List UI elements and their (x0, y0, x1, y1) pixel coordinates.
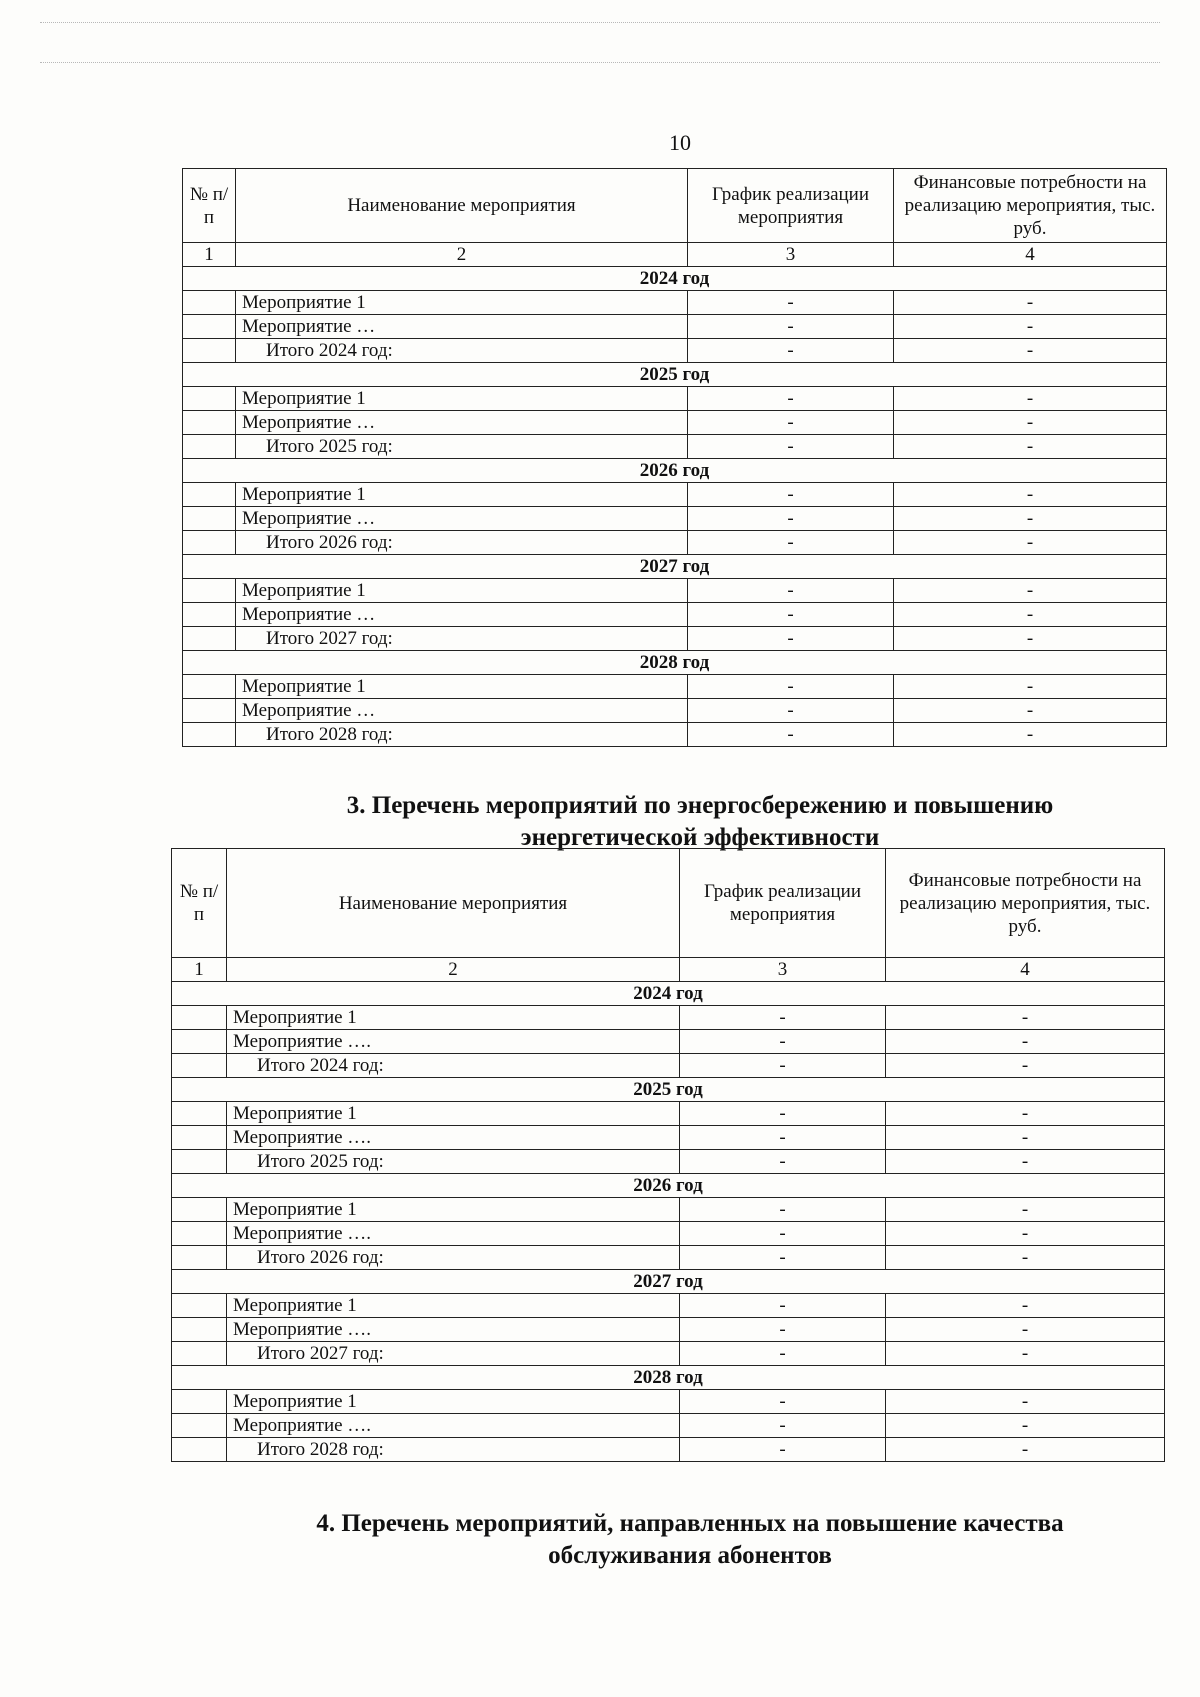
row-number-cell (183, 411, 236, 435)
column-header-num: № п/п (172, 849, 227, 958)
year-row (172, 1366, 1165, 1390)
scan-artifact-line (40, 62, 1160, 64)
measure-name-cell: Мероприятие … (236, 603, 688, 627)
row-number-cell (183, 579, 236, 603)
finance-cell: - (894, 411, 1167, 435)
measure-name-cell: Итого 2028 год: (236, 723, 688, 747)
measure-name-cell: Мероприятие 1 (227, 1198, 680, 1222)
measure-name-cell: Мероприятие 1 (227, 1006, 680, 1030)
total-row (172, 1054, 1165, 1078)
measure-name-cell: Мероприятие … (236, 699, 688, 723)
measure-name-cell: Итого 2025 год: (236, 435, 688, 459)
table-header-row (183, 169, 1167, 243)
row-number-cell (172, 1438, 227, 1462)
table-row (183, 291, 1167, 315)
finance-cell: - (886, 1030, 1165, 1054)
schedule-cell: - (688, 531, 894, 555)
schedule-cell: - (688, 603, 894, 627)
year-heading: 2025 год (172, 1078, 1165, 1102)
schedule-cell: - (680, 1150, 886, 1174)
row-number-cell (183, 627, 236, 651)
finance-cell: - (894, 315, 1167, 339)
section-3-heading (280, 790, 1120, 854)
column-header-schedule: График реализации мероприятия (688, 169, 894, 243)
total-row (172, 1438, 1165, 1462)
section-3-heading-line: энергетической эффективности (520, 824, 880, 851)
finance-cell: - (886, 1246, 1165, 1270)
finance-cell: - (886, 1438, 1165, 1462)
measure-name-cell: Итого 2026 год: (227, 1246, 680, 1270)
schedule-cell: - (680, 1126, 886, 1150)
year-row (172, 1270, 1165, 1294)
finance-cell: - (894, 723, 1167, 747)
schedule-cell: - (680, 1438, 886, 1462)
measure-name-cell: Мероприятие …. (227, 1222, 680, 1246)
section-4-heading-line: обслуживания абонентов (548, 1542, 832, 1569)
row-number-cell (172, 1222, 227, 1246)
column-number: 4 (886, 958, 1165, 982)
measure-name-cell: Мероприятие … (236, 507, 688, 531)
measure-name-cell: Мероприятие 1 (236, 579, 688, 603)
table-row (172, 1030, 1165, 1054)
measures-table-2 (171, 848, 1165, 1462)
table-row (183, 579, 1167, 603)
table-row (172, 1102, 1165, 1126)
row-number-cell (183, 387, 236, 411)
column-number: 2 (236, 243, 688, 267)
measure-name-cell: Итого 2027 год: (236, 627, 688, 651)
row-number-cell (172, 1198, 227, 1222)
year-heading: 2026 год (183, 459, 1167, 483)
year-heading: 2024 год (172, 982, 1165, 1006)
year-row (183, 651, 1167, 675)
column-number-row (172, 958, 1165, 982)
finance-cell: - (894, 435, 1167, 459)
finance-cell: - (894, 627, 1167, 651)
table-row (183, 603, 1167, 627)
finance-cell: - (886, 1150, 1165, 1174)
finance-cell: - (886, 1390, 1165, 1414)
finance-cell: - (886, 1294, 1165, 1318)
year-heading: 2025 год (183, 363, 1167, 387)
schedule-cell: - (680, 1102, 886, 1126)
table-row (172, 1414, 1165, 1438)
schedule-cell: - (680, 1390, 886, 1414)
finance-cell: - (894, 291, 1167, 315)
column-number-row (183, 243, 1167, 267)
finance-cell: - (894, 603, 1167, 627)
page-number: 10 (669, 130, 691, 155)
year-heading: 2027 год (183, 555, 1167, 579)
table-row (183, 507, 1167, 531)
schedule-cell: - (680, 1342, 886, 1366)
finance-cell: - (886, 1222, 1165, 1246)
year-row (172, 982, 1165, 1006)
schedule-cell: - (688, 339, 894, 363)
finance-cell: - (894, 507, 1167, 531)
scan-artifact-line (40, 22, 1160, 24)
year-heading: 2028 год (172, 1366, 1165, 1390)
total-row (183, 627, 1167, 651)
table-header-row (172, 849, 1165, 958)
schedule-cell: - (688, 483, 894, 507)
measure-name-cell: Итого 2026 год: (236, 531, 688, 555)
schedule-cell: - (680, 1222, 886, 1246)
total-row (183, 339, 1167, 363)
measure-name-cell: Мероприятие 1 (227, 1294, 680, 1318)
measure-name-cell: Мероприятие …. (227, 1030, 680, 1054)
row-number-cell (172, 1006, 227, 1030)
row-number-cell (172, 1150, 227, 1174)
total-row (172, 1246, 1165, 1270)
finance-cell: - (894, 699, 1167, 723)
table-row (183, 483, 1167, 507)
finance-cell: - (886, 1318, 1165, 1342)
measure-name-cell: Мероприятие …. (227, 1414, 680, 1438)
finance-cell: - (886, 1006, 1165, 1030)
row-number-cell (183, 291, 236, 315)
row-number-cell (172, 1246, 227, 1270)
measure-name-cell: Мероприятие 1 (236, 675, 688, 699)
year-heading: 2028 год (183, 651, 1167, 675)
schedule-cell: - (688, 435, 894, 459)
section-3-heading-line: 3. Перечень мероприятий по энергосбережению и повышению (346, 792, 1054, 819)
table-row (172, 1126, 1165, 1150)
row-number-cell (183, 699, 236, 723)
schedule-cell: - (680, 1006, 886, 1030)
row-number-cell (183, 531, 236, 555)
column-header-name: Наименование мероприятия (227, 849, 680, 958)
year-row (183, 555, 1167, 579)
column-number: 4 (894, 243, 1167, 267)
table-row (183, 675, 1167, 699)
measures-table-1 (182, 168, 1167, 747)
column-number: 3 (688, 243, 894, 267)
measure-name-cell: Итого 2027 год: (227, 1342, 680, 1366)
row-number-cell (183, 603, 236, 627)
row-number-cell (172, 1126, 227, 1150)
year-row (183, 459, 1167, 483)
measure-name-cell: Мероприятие 1 (236, 483, 688, 507)
table-row (183, 411, 1167, 435)
column-number: 3 (680, 958, 886, 982)
row-number-cell (172, 1318, 227, 1342)
schedule-cell: - (688, 627, 894, 651)
column-number: 1 (172, 958, 227, 982)
section-4-heading (260, 1508, 1120, 1572)
measure-name-cell: Итого 2024 год: (227, 1054, 680, 1078)
total-row (172, 1150, 1165, 1174)
year-row (183, 267, 1167, 291)
schedule-cell: - (680, 1294, 886, 1318)
schedule-cell: - (688, 315, 894, 339)
row-number-cell (183, 483, 236, 507)
total-row (183, 531, 1167, 555)
schedule-cell: - (680, 1246, 886, 1270)
row-number-cell (183, 339, 236, 363)
total-row (172, 1342, 1165, 1366)
finance-cell: - (886, 1054, 1165, 1078)
column-header-num: № п/п (183, 169, 236, 243)
schedule-cell: - (688, 675, 894, 699)
measure-name-cell: Итого 2024 год: (236, 339, 688, 363)
finance-cell: - (886, 1342, 1165, 1366)
row-number-cell (183, 435, 236, 459)
table-row (183, 699, 1167, 723)
row-number-cell (172, 1294, 227, 1318)
schedule-cell: - (688, 699, 894, 723)
row-number-cell (172, 1414, 227, 1438)
column-number: 1 (183, 243, 236, 267)
year-heading: 2026 год (172, 1174, 1165, 1198)
schedule-cell: - (680, 1318, 886, 1342)
row-number-cell (172, 1102, 227, 1126)
table-row (172, 1318, 1165, 1342)
table-row (172, 1006, 1165, 1030)
row-number-cell (172, 1054, 227, 1078)
finance-cell: - (886, 1414, 1165, 1438)
row-number-cell (172, 1390, 227, 1414)
year-heading: 2027 год (172, 1270, 1165, 1294)
total-row (183, 723, 1167, 747)
section-4-heading-line: 4. Перечень мероприятий, направленных на повышение качества (316, 1510, 1064, 1537)
measure-name-cell: Мероприятие … (236, 315, 688, 339)
column-header-name: Наименование мероприятия (236, 169, 688, 243)
column-header-finance: Финансовые потребности на реализацию мероприятия, тыс. руб. (886, 849, 1165, 958)
finance-cell: - (894, 387, 1167, 411)
measure-name-cell: Мероприятие …. (227, 1318, 680, 1342)
row-number-cell (172, 1030, 227, 1054)
measure-name-cell: Итого 2025 год: (227, 1150, 680, 1174)
schedule-cell: - (688, 507, 894, 531)
schedule-cell: - (680, 1198, 886, 1222)
total-row (183, 435, 1167, 459)
measure-name-cell: Мероприятие 1 (227, 1390, 680, 1414)
table-row (172, 1294, 1165, 1318)
finance-cell: - (886, 1126, 1165, 1150)
finance-cell: - (894, 339, 1167, 363)
measure-name-cell: Мероприятие …. (227, 1126, 680, 1150)
column-header-schedule: График реализации мероприятия (680, 849, 886, 958)
measure-name-cell: Мероприятие 1 (236, 387, 688, 411)
year-row (183, 363, 1167, 387)
table-row (172, 1390, 1165, 1414)
schedule-cell: - (688, 411, 894, 435)
finance-cell: - (894, 483, 1167, 507)
schedule-cell: - (680, 1054, 886, 1078)
schedule-cell: - (688, 579, 894, 603)
finance-cell: - (886, 1102, 1165, 1126)
row-number-cell (172, 1342, 227, 1366)
row-number-cell (183, 723, 236, 747)
schedule-cell: - (688, 723, 894, 747)
schedule-cell: - (688, 291, 894, 315)
finance-cell: - (886, 1198, 1165, 1222)
table-row (172, 1198, 1165, 1222)
row-number-cell (183, 315, 236, 339)
table-row (183, 315, 1167, 339)
finance-cell: - (894, 675, 1167, 699)
measure-name-cell: Итого 2028 год: (227, 1438, 680, 1462)
column-number: 2 (227, 958, 680, 982)
schedule-cell: - (680, 1414, 886, 1438)
table-row (183, 387, 1167, 411)
measure-name-cell: Мероприятие 1 (236, 291, 688, 315)
year-row (172, 1174, 1165, 1198)
table-row (172, 1222, 1165, 1246)
finance-cell: - (894, 531, 1167, 555)
schedule-cell: - (688, 387, 894, 411)
measure-name-cell: Мероприятие 1 (227, 1102, 680, 1126)
column-header-finance: Финансовые потребности на реализацию мероприятия, тыс. руб. (894, 169, 1167, 243)
row-number-cell (183, 507, 236, 531)
finance-cell: - (894, 579, 1167, 603)
measure-name-cell: Мероприятие … (236, 411, 688, 435)
row-number-cell (183, 675, 236, 699)
year-row (172, 1078, 1165, 1102)
schedule-cell: - (680, 1030, 886, 1054)
year-heading: 2024 год (183, 267, 1167, 291)
